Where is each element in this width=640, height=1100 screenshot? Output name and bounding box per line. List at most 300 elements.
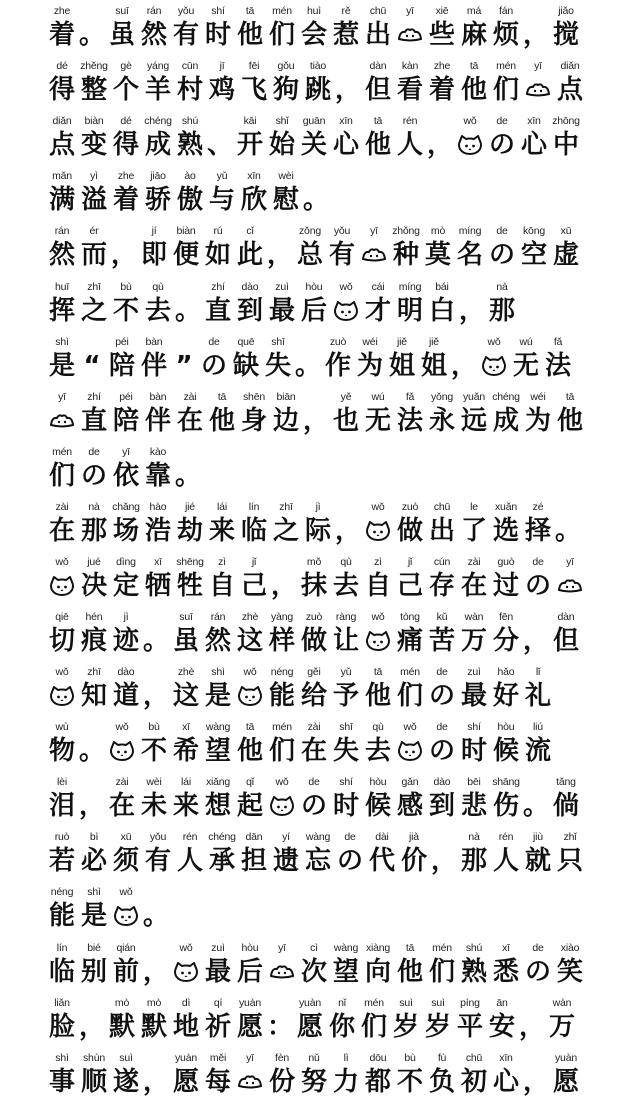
- hanzi: 脸: [48, 1012, 75, 1042]
- pinyin: zhī: [279, 501, 293, 513]
- pinyin: suì: [431, 997, 445, 1009]
- pinyin: shēng: [176, 556, 204, 568]
- pinyin: kǔ: [436, 611, 448, 623]
- pinyin: bù: [148, 721, 160, 733]
- ruby-char: [142, 276, 174, 328]
- hanzi: 是: [204, 681, 231, 711]
- pinyin: ér: [89, 225, 99, 237]
- pinyin: ràng: [335, 611, 357, 623]
- pinyin: dài: [375, 831, 389, 843]
- pinyin: wéi: [530, 391, 546, 403]
- ruby-char: [522, 937, 554, 989]
- pinyin: kào: [149, 446, 167, 458]
- hanzi: 空: [520, 240, 547, 270]
- cat-face-icon: [49, 569, 75, 603]
- punctuation: [78, 771, 106, 823]
- punctuation: [142, 661, 170, 713]
- hanzi: 给: [300, 681, 327, 711]
- ruby-char: [110, 826, 142, 878]
- ruby-char: [46, 606, 78, 658]
- hanzi: 得: [112, 130, 139, 160]
- cat-face-icon: [109, 734, 135, 768]
- hanzi: 满: [48, 185, 75, 215]
- hanzi: 骄: [144, 185, 171, 215]
- ruby-char: [78, 551, 110, 603]
- hanzi: 都: [364, 1067, 391, 1097]
- hanzi: 了: [460, 516, 487, 546]
- hanzi: 知: [80, 681, 107, 711]
- punctuation: [110, 220, 138, 272]
- ruby-char: [46, 331, 78, 383]
- ruby-char: [170, 771, 202, 823]
- pinyin: suī: [179, 611, 193, 623]
- pinyin: yáng: [147, 60, 169, 72]
- pinyin: yī: [246, 1052, 254, 1064]
- hanzi: 法: [544, 351, 571, 381]
- hanzi: 牺: [144, 571, 171, 601]
- ruby-char: [550, 220, 582, 272]
- ruby-char: [486, 110, 518, 162]
- hanzi: 他: [556, 406, 583, 436]
- pinyin: néng: [270, 666, 294, 678]
- hanzi: 狗: [272, 75, 299, 105]
- hanzi: 在: [300, 736, 327, 766]
- ruby-char: [490, 496, 522, 548]
- hanzi: 。: [302, 185, 329, 215]
- pinyin: wǒ: [403, 721, 417, 733]
- hanzi: ，: [426, 130, 453, 160]
- punctuation: [174, 441, 202, 493]
- pinyin: de: [496, 225, 508, 237]
- pinyin: rán: [54, 225, 70, 237]
- pinyin: de: [496, 115, 508, 127]
- pinyin: yī: [58, 391, 66, 403]
- pinyin: cún: [433, 556, 451, 568]
- pinyin: zuò: [305, 611, 323, 623]
- pinyin: chū: [465, 1052, 483, 1064]
- pinyin: jì: [123, 611, 129, 623]
- pinyin: wǒ: [243, 666, 257, 678]
- ruby-char: [426, 716, 458, 768]
- hanzi: の: [300, 791, 327, 821]
- pinyin: jì: [315, 501, 321, 513]
- hanzi: 开: [236, 130, 263, 160]
- ruby-char: [174, 496, 206, 548]
- ruby-char: [170, 937, 202, 989]
- ruby-char: [298, 716, 330, 768]
- ruby-char: [298, 937, 330, 989]
- punctuation: [554, 496, 582, 548]
- ruby-char: [138, 0, 170, 52]
- ruby-char: [78, 826, 110, 878]
- hanzi: 最: [204, 957, 231, 987]
- ruby-char: [458, 771, 490, 823]
- pinyin: suī: [115, 5, 129, 17]
- ruby-char: [550, 1047, 582, 1099]
- pinyin: mò: [430, 225, 446, 237]
- hanzi: 到: [428, 791, 455, 821]
- ruby-char: [362, 937, 394, 989]
- pinyin: bù: [120, 281, 132, 293]
- ruby-char: [302, 826, 334, 878]
- ruby-char: [426, 0, 458, 52]
- pinyin: qù: [372, 721, 384, 733]
- ruby-char: [362, 716, 394, 768]
- ruby-char: [138, 716, 170, 768]
- hanzi: 然: [140, 20, 167, 50]
- ruby-char: [46, 551, 78, 603]
- ruby-char: [362, 110, 394, 162]
- hanzi: 慰: [272, 185, 299, 215]
- pinyin: shí: [211, 5, 225, 17]
- hanzi: 决: [80, 571, 107, 601]
- pinyin: dōu: [369, 1052, 387, 1064]
- ruby-char: [394, 1047, 426, 1099]
- pinyin: jí: [151, 225, 157, 237]
- hanzi: ，: [270, 571, 297, 601]
- pinyin: le: [470, 501, 478, 513]
- ruby-char: [234, 606, 266, 658]
- ruby-char: [110, 551, 142, 603]
- punctuation: [430, 826, 458, 878]
- hanzi: 种: [392, 240, 419, 270]
- hanzi: 然: [204, 626, 231, 656]
- pinyin: chéng: [492, 391, 520, 403]
- pinyin: zhe: [117, 170, 135, 182]
- pinyin: yàng: [271, 611, 293, 623]
- pinyin: jiù: [533, 831, 543, 843]
- hanzi: 忘: [304, 846, 331, 876]
- ruby-char: [554, 551, 586, 603]
- hanzi: 切: [48, 626, 75, 656]
- ruby-char: [106, 992, 138, 1044]
- pinyin: zhī: [87, 281, 101, 293]
- pinyin: lèi: [57, 776, 67, 788]
- hanzi: 失: [264, 351, 291, 381]
- hanzi: 名: [456, 240, 483, 270]
- ruby-char: [486, 220, 518, 272]
- ruby-char: [362, 0, 394, 52]
- ruby-char: [522, 386, 554, 438]
- punctuation: [142, 881, 170, 933]
- pinyin: cái: [371, 281, 385, 293]
- pinyin: wàn: [552, 997, 572, 1009]
- pinyin: gěi: [307, 666, 321, 678]
- ruby-char: [46, 881, 78, 933]
- hanzi: “: [83, 351, 101, 381]
- pinyin: jǐ: [251, 556, 257, 568]
- punctuation: [78, 0, 106, 52]
- ruby-char: [206, 55, 238, 107]
- hanzi: 整: [80, 75, 107, 105]
- ruby-char: [322, 331, 354, 383]
- pinyin: fù: [437, 1052, 447, 1064]
- hanzi: の: [428, 736, 455, 766]
- ruby-char: [238, 826, 270, 878]
- hanzi: 心: [520, 130, 547, 160]
- text-line: [46, 826, 632, 878]
- hanzi: 祈: [204, 1012, 231, 1042]
- ruby-char: [490, 716, 522, 768]
- hanzi: 临: [240, 516, 267, 546]
- hanzi: 这: [236, 626, 263, 656]
- ruby-char: [46, 826, 78, 878]
- punctuation: [142, 937, 170, 989]
- ruby-char: [46, 1047, 78, 1099]
- pinyin: zài: [115, 776, 129, 788]
- hanzi: 存: [428, 571, 455, 601]
- hanzi: 飞: [240, 75, 267, 105]
- ruby-char: [78, 606, 110, 658]
- hanzi: 想: [204, 791, 231, 821]
- hanzi: 样: [268, 626, 295, 656]
- pinyin: yě: [340, 391, 352, 403]
- ruby-char: [522, 551, 554, 603]
- hanzi: 择: [524, 516, 551, 546]
- ruby-char: [206, 551, 238, 603]
- ruby-char: [46, 496, 78, 548]
- pinyin: liǎn: [54, 997, 70, 1009]
- ruby-char: [490, 661, 522, 713]
- hanzi: 道: [112, 681, 139, 711]
- pinyin: tā: [373, 115, 383, 127]
- text-line: [46, 606, 632, 658]
- ruby-char: [550, 606, 582, 658]
- pinyin: ào: [184, 170, 196, 182]
- hanzi: 与: [208, 185, 235, 215]
- ruby-char: [330, 551, 362, 603]
- hanzi: 人: [492, 846, 519, 876]
- hanzi: 惹: [332, 20, 359, 50]
- hanzi: 村: [176, 75, 203, 105]
- pinyin: zuì: [211, 942, 225, 954]
- punctuation: [78, 331, 106, 383]
- pinyin: yǒu: [149, 831, 167, 843]
- hanzi: 姐: [420, 351, 447, 381]
- ruby-char: [142, 386, 174, 438]
- ruby-char: [206, 496, 238, 548]
- text-line: [46, 0, 632, 52]
- hanzi: 起: [236, 791, 263, 821]
- ruby-char: [458, 661, 490, 713]
- hanzi: 得: [48, 75, 75, 105]
- ruby-char: [170, 0, 202, 52]
- pinyin: nǐ: [338, 997, 346, 1009]
- hanzi: 陪: [112, 406, 139, 436]
- hanzi: 能: [268, 681, 295, 711]
- ruby-char: [326, 220, 358, 272]
- hanzi: 最: [268, 296, 295, 326]
- pinyin: shì: [211, 666, 225, 678]
- pinyin: zhī: [87, 666, 101, 678]
- pinyin: bàn: [145, 336, 163, 348]
- cat-face-icon: [173, 955, 199, 989]
- hanzi: 默: [108, 1012, 135, 1042]
- hanzi: 姐: [388, 351, 415, 381]
- hanzi: 会: [300, 20, 327, 50]
- hanzi: 是: [48, 351, 75, 381]
- pinyin: shí: [339, 776, 353, 788]
- hanzi: 遂: [112, 1067, 139, 1097]
- hanzi: 为: [524, 406, 551, 436]
- hanzi: 别: [80, 957, 107, 987]
- hanzi: ，: [142, 681, 169, 711]
- hanzi: 那: [488, 296, 515, 326]
- hanzi: 伴: [140, 351, 167, 381]
- pinyin: liú: [533, 721, 543, 733]
- pinyin: wú: [519, 336, 533, 348]
- ruby-char: [454, 110, 486, 162]
- ruby-char: [110, 661, 142, 713]
- pinyin: nà: [468, 831, 480, 843]
- pinyin: yí: [282, 831, 290, 843]
- pinyin: jià: [409, 831, 419, 843]
- hanzi: 。: [78, 20, 105, 50]
- hanzi: 成: [492, 406, 519, 436]
- text-line: [46, 55, 632, 107]
- hanzi: 他: [208, 406, 235, 436]
- pinyin: rě: [341, 5, 351, 17]
- ruby-char: [170, 661, 202, 713]
- hanzi: 有: [172, 20, 199, 50]
- hanzi: 即: [140, 240, 167, 270]
- pinyin: měi: [209, 1052, 227, 1064]
- ruby-char: [266, 771, 298, 823]
- hanzi: 安: [488, 1012, 515, 1042]
- ruby-char: [490, 937, 522, 989]
- hanzi: 是: [80, 901, 107, 931]
- pinyin: xī: [502, 942, 510, 954]
- pinyin: zài: [307, 721, 321, 733]
- hanzi: 之: [80, 296, 107, 326]
- hanzi: 欣: [240, 185, 267, 215]
- hanzi: 心: [492, 1067, 519, 1097]
- punctuation: [142, 1047, 170, 1099]
- hanzi: 不: [112, 296, 139, 326]
- pinyin: zuò: [401, 501, 419, 513]
- ruby-char: [78, 276, 110, 328]
- pinyin: biān: [276, 391, 296, 403]
- pinyin: mò: [146, 997, 162, 1009]
- ruby-char: [490, 1047, 522, 1099]
- ruby-char: [46, 0, 78, 52]
- pinyin: diǎn: [52, 115, 72, 127]
- hanzi: 此: [236, 240, 263, 270]
- hanzi: 远: [460, 406, 487, 436]
- hanzi: ，: [142, 957, 169, 987]
- punctuation: [522, 1047, 550, 1099]
- ruby-char: [394, 771, 426, 823]
- pinyin: biàn: [176, 225, 196, 237]
- pinyin: gè: [120, 60, 132, 72]
- pinyin: xiàng: [365, 942, 391, 954]
- hanzi: ，: [450, 351, 477, 381]
- hanzi: 劫: [176, 516, 203, 546]
- pinyin: lǐ: [535, 666, 541, 678]
- pinyin: mò: [114, 997, 130, 1009]
- hanzi: ，: [142, 1067, 169, 1097]
- hanzi: 流: [524, 736, 551, 766]
- hanzi: 他: [364, 681, 391, 711]
- hanzi: 人: [176, 846, 203, 876]
- ruby-char: [262, 331, 294, 383]
- pinyin: de: [532, 556, 544, 568]
- pinyin: dān: [245, 831, 263, 843]
- hanzi: 让: [332, 626, 359, 656]
- pinyin: qù: [340, 556, 352, 568]
- pinyin: lái: [181, 776, 191, 788]
- pinyin: zǒng: [299, 225, 321, 237]
- pinyin: wèi: [146, 776, 162, 788]
- hanzi: 在: [176, 406, 203, 436]
- pinyin: zuì: [275, 281, 289, 293]
- pinyin: rú: [213, 225, 223, 237]
- hanzi: 。: [554, 516, 581, 546]
- hanzi: 们: [360, 1012, 387, 1042]
- pinyin: zài: [55, 501, 69, 513]
- hanzi: 也: [332, 406, 359, 436]
- hanzi: 初: [460, 1067, 487, 1097]
- ruby-char: [46, 110, 78, 162]
- hanzi: 这: [172, 681, 199, 711]
- hanzi: 。: [174, 461, 201, 491]
- hanzi: 直: [80, 406, 107, 436]
- hanzi: 来: [172, 791, 199, 821]
- pinyin: wǒ: [487, 336, 501, 348]
- hanzi: 在: [48, 516, 75, 546]
- ruby-char: [266, 606, 298, 658]
- ruby-char: [46, 386, 78, 438]
- ruby-char: [458, 551, 490, 603]
- pinyin: míng: [398, 281, 422, 293]
- hanzi: 苦: [428, 626, 455, 656]
- pinyin: wǒ: [55, 556, 69, 568]
- pinyin: néng: [50, 886, 74, 898]
- pinyin: wéi: [362, 336, 378, 348]
- pinyin: xiào: [560, 942, 580, 954]
- text-line: [46, 1047, 632, 1099]
- hanzi: 有: [328, 240, 355, 270]
- pinyin: tā: [565, 391, 575, 403]
- ruby-char: [138, 220, 170, 272]
- pinyin: yǒng: [431, 391, 453, 403]
- ruby-char: [426, 606, 458, 658]
- hanzi: ，: [518, 1012, 545, 1042]
- punctuation: [78, 992, 106, 1044]
- hanzi: 未: [140, 791, 167, 821]
- pinyin: shēn: [243, 391, 265, 403]
- hanzi: ，: [430, 846, 457, 876]
- hanzi: ，: [458, 296, 485, 326]
- ruby-char: [170, 606, 202, 658]
- hanzi: 些: [428, 20, 455, 50]
- punctuation: [522, 771, 550, 823]
- ruby-char: [394, 276, 426, 328]
- pinyin: wǒ: [115, 721, 129, 733]
- hanzi: 平: [456, 1012, 483, 1042]
- hanzi: 希: [172, 736, 199, 766]
- text-line: [46, 165, 632, 217]
- hanzi: 莫: [424, 240, 451, 270]
- hanzi: 能: [48, 901, 75, 931]
- pinyin: wǒ: [371, 611, 385, 623]
- ruby-char: [266, 276, 298, 328]
- pinyin: píng: [460, 997, 480, 1009]
- ruby-char: [330, 1047, 362, 1099]
- ruby-char: [366, 826, 398, 878]
- ruby-char: [46, 55, 78, 107]
- hanzi: 个: [112, 75, 139, 105]
